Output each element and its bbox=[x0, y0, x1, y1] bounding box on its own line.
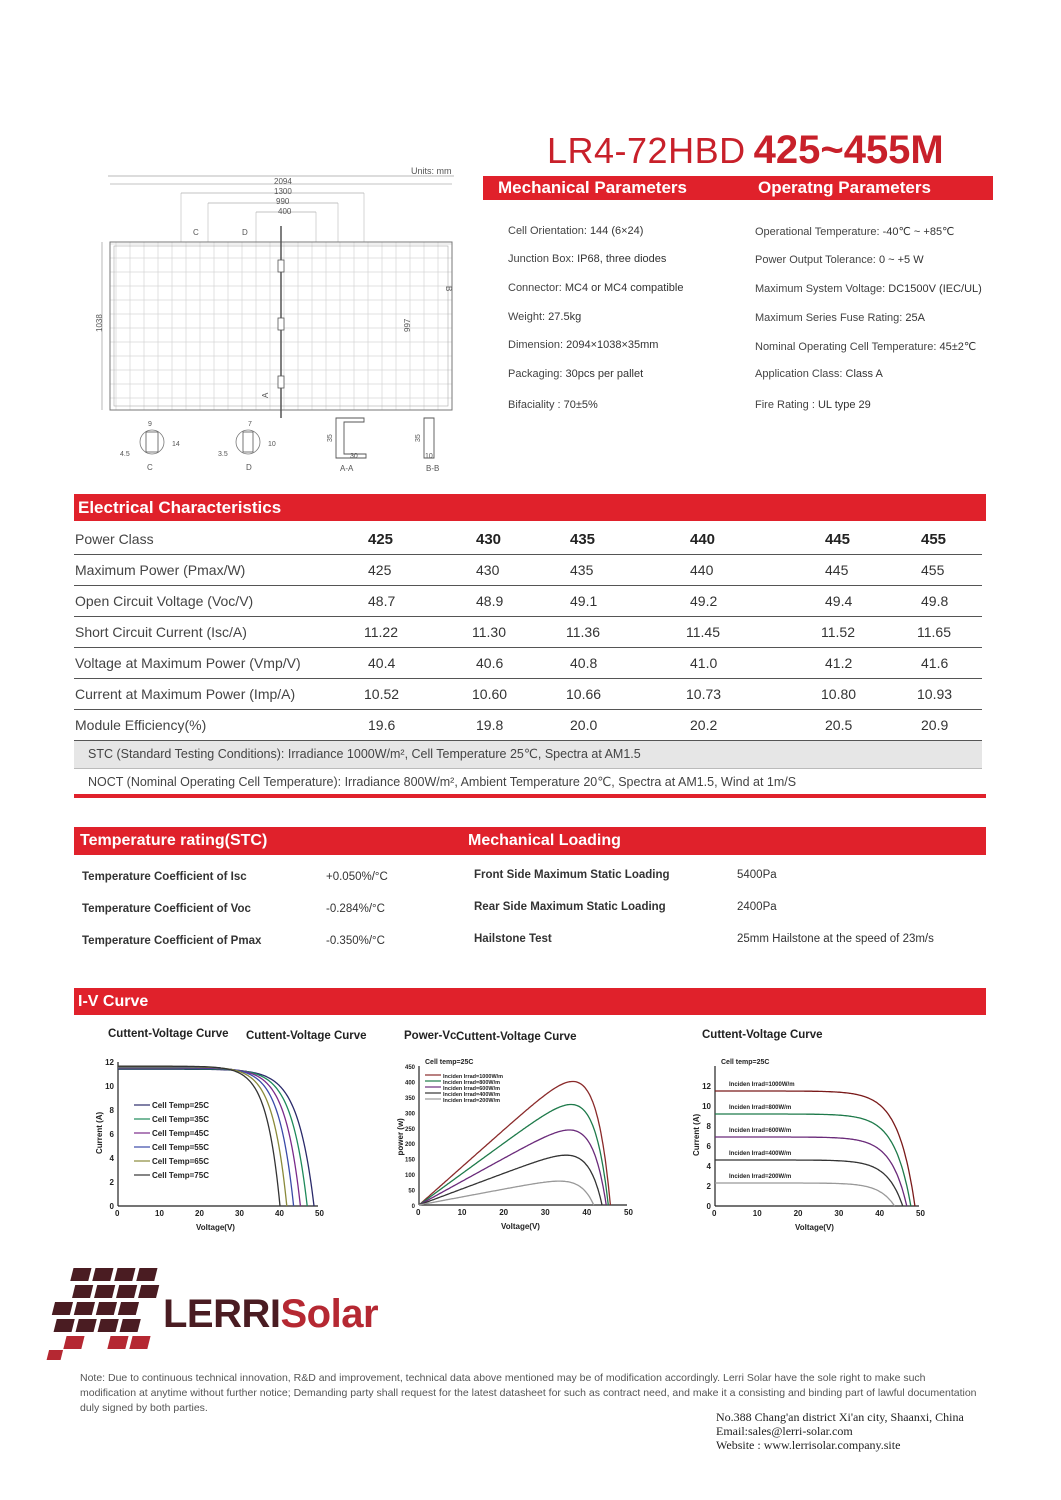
electrical-header-bar bbox=[74, 494, 986, 521]
legend-entry: Inciden Irrad=400W/m bbox=[729, 1151, 792, 1158]
iv-header-bar bbox=[74, 988, 986, 1015]
stc-note: STC (Standard Testing Conditions): Irradiance 1000W/m², Cell Temperature 25℃, Spectra at AM1.5 bbox=[74, 741, 982, 769]
chart-annotation: Cell temp=25C bbox=[425, 1059, 474, 1066]
y-axis-label: power (w) bbox=[396, 1118, 405, 1156]
y-tick-label: 10 bbox=[105, 1082, 114, 1091]
detail-d-height: 10 bbox=[268, 441, 276, 448]
website-link[interactable]: Website : www.lerrisolar.company.site bbox=[716, 1438, 901, 1452]
legend-entry: Inciden Irrad=800W/m bbox=[729, 1105, 792, 1112]
y-tick-label: 400 bbox=[404, 1080, 415, 1087]
lerri-logo-mark bbox=[44, 1266, 162, 1362]
detail-c-label: C bbox=[147, 463, 153, 472]
detail-bb-width: 10 bbox=[425, 453, 433, 460]
noct-note: NOCT (Nominal Operating Cell Temperature): Irradiance 800W/m², Ambient Temperature 20℃, Spectra at AM1.5, Wind at 1m/S bbox=[74, 769, 982, 797]
marker-a: A bbox=[261, 392, 270, 398]
parameters-header-bar bbox=[483, 176, 993, 200]
detail-c-height: 14 bbox=[172, 441, 180, 448]
x-tick-label: 40 bbox=[582, 1208, 592, 1217]
legend-entry: Inciden Irrad=400W/m bbox=[443, 1092, 501, 1098]
table-bottom-rule bbox=[74, 794, 986, 798]
x-axis-label: Voltage(V) bbox=[795, 1223, 834, 1232]
x-tick-label: 10 bbox=[457, 1208, 467, 1217]
y-tick-label: 50 bbox=[408, 1188, 415, 1195]
legend-entry: Cell Temp=25C bbox=[152, 1101, 209, 1110]
oper-item: Power Output Tolerance: 0 ~ +5 W bbox=[755, 254, 924, 266]
legend-entry: Inciden Irrad=1000W/m bbox=[443, 1074, 504, 1080]
temp-loading-header-bar bbox=[74, 827, 986, 855]
table-row: Voltage at Maximum Power (Vmp/V) 40.4 40.6 40.8 41.0 41.2 41.6 bbox=[74, 648, 982, 679]
series-line bbox=[118, 1068, 300, 1206]
detail-aa-label: A-A bbox=[340, 464, 354, 473]
model-name: LR4-72HBD bbox=[547, 130, 746, 171]
x-tick-label: 50 bbox=[315, 1209, 324, 1218]
detail-bb-label: B-B bbox=[426, 464, 440, 473]
chart3-title: Cuttent-Voltage Curve bbox=[702, 1029, 823, 1041]
oper-item: Operational Temperature: -40℃ ~ +85℃ bbox=[755, 226, 955, 238]
detail-bb-height: 35 bbox=[415, 434, 422, 442]
power-range: 425~455M bbox=[753, 128, 944, 172]
x-tick-label: 40 bbox=[875, 1209, 885, 1218]
x-tick-label: 10 bbox=[155, 1209, 164, 1218]
operating-heading: Operatng Parameters bbox=[758, 178, 931, 197]
dim-400: 400 bbox=[278, 207, 292, 216]
mechanical-heading: Mechanical Parameters bbox=[498, 178, 687, 197]
series-line bbox=[118, 1069, 307, 1206]
detail-aa-height: 35 bbox=[327, 434, 334, 442]
chart1-title-b: Cuttent-Voltage Curve bbox=[246, 1030, 367, 1042]
logo-part2: Solar bbox=[280, 1292, 379, 1336]
loading-heading: Mechanical Loading bbox=[468, 832, 621, 849]
lerri-logo-text bbox=[163, 1292, 378, 1337]
y-tick-label: 6 bbox=[109, 1130, 114, 1139]
chart2-title-a: Power-Vc bbox=[404, 1030, 457, 1042]
mech-item: Junction Box: IP68, three diodes bbox=[508, 253, 667, 265]
email: Email:sales@lerri-solar.com bbox=[716, 1424, 853, 1438]
x-tick-label: 0 bbox=[712, 1209, 717, 1218]
y-tick-label: 250 bbox=[404, 1126, 415, 1133]
electrical-heading: Electrical Characteristics bbox=[78, 498, 282, 517]
detail-d-label: D bbox=[246, 463, 252, 472]
legend-entry: Cell Temp=55C bbox=[152, 1143, 209, 1152]
y-tick-label: 0 bbox=[706, 1202, 711, 1211]
x-axis-label: Voltage(V) bbox=[196, 1223, 235, 1232]
chart-annotation: Cell temp=25C bbox=[721, 1059, 770, 1066]
disclaimer-note: Note: Due to continuous technical innovation, R&D and improvement, technical data above mentioned may be of modification accordingly. Lerri Solar have the sole right to make such modification at anytime without further notice; Demanding party shall request for the latest datasheet for such as contract need, and make it a consisting and binding part of lawful documentation duly signed by both parties. bbox=[80, 1372, 977, 1414]
y-tick-label: 200 bbox=[404, 1142, 415, 1149]
dim-1300: 1300 bbox=[274, 187, 292, 196]
detail-d-width: 7 bbox=[248, 421, 252, 428]
y-tick-label: 6 bbox=[706, 1142, 711, 1151]
chart-pv-irradiance bbox=[385, 1052, 640, 1237]
y-tick-label: 300 bbox=[404, 1111, 415, 1118]
y-tick-label: 4 bbox=[109, 1154, 114, 1163]
series-line bbox=[419, 1130, 606, 1205]
table-row: Maximum Power (Pmax/W) 425 430 435 440 445 455 bbox=[74, 555, 982, 586]
module-technical-drawing bbox=[88, 160, 480, 480]
x-tick-label: 20 bbox=[793, 1209, 803, 1218]
chart-iv-temperature bbox=[90, 1050, 340, 1235]
detail-c-width: 9 bbox=[148, 421, 152, 428]
x-tick-label: 50 bbox=[916, 1209, 925, 1218]
legend-entry: Inciden Irrad=600W/m bbox=[729, 1128, 792, 1135]
mech-item: Weight: 27.5kg bbox=[508, 311, 582, 323]
table-row: Module Efficiency(%) 19.6 19.8 20.0 20.2 20.5 20.9 bbox=[74, 710, 982, 741]
y-tick-label: 8 bbox=[109, 1106, 114, 1115]
legend-entry: Cell Temp=35C bbox=[152, 1115, 209, 1124]
logo-part1: LERRI bbox=[163, 1292, 281, 1336]
mech-item: Connector: MC4 or MC4 compatible bbox=[508, 282, 684, 294]
x-tick-label: 30 bbox=[235, 1209, 244, 1218]
marker-d: D bbox=[242, 228, 248, 237]
dim-997: 997 bbox=[403, 318, 412, 332]
legend-entry: Inciden Irrad=1000W/m bbox=[729, 1082, 795, 1089]
table-row: Short Circuit Current (Isc/A) 11.22 11.30 11.36 11.45 11.52 11.65 bbox=[74, 617, 982, 648]
y-tick-label: 12 bbox=[702, 1082, 711, 1091]
oper-item: Maximum Series Fuse Rating: 25A bbox=[755, 312, 925, 324]
y-tick-label: 0 bbox=[411, 1204, 415, 1210]
detail-d-length: 3.5 bbox=[218, 451, 228, 458]
x-axis-label: Voltage(V) bbox=[501, 1222, 540, 1231]
y-tick-label: 8 bbox=[706, 1122, 711, 1131]
legend-entry: Inciden Irrad=800W/m bbox=[443, 1080, 501, 1086]
x-tick-label: 50 bbox=[624, 1208, 633, 1217]
y-tick-label: 2 bbox=[706, 1182, 711, 1191]
dim-1038: 1038 bbox=[95, 314, 104, 332]
legend-entry: Inciden Irrad=600W/m bbox=[443, 1086, 501, 1092]
mech-item: Packaging: 30pcs per pallet bbox=[508, 368, 644, 380]
temperature-heading: Temperature rating(STC) bbox=[80, 832, 268, 849]
table-row: Current at Maximum Power (Imp/A) 10.52 10.60 10.66 10.73 10.80 10.93 bbox=[74, 679, 982, 710]
chart1-title-a: Cuttent-Voltage Curve bbox=[108, 1028, 229, 1040]
contact-block bbox=[716, 1410, 964, 1452]
y-tick-label: 350 bbox=[404, 1095, 415, 1102]
series-line bbox=[715, 1137, 907, 1206]
x-tick-label: 20 bbox=[195, 1209, 204, 1218]
y-tick-label: 2 bbox=[109, 1178, 114, 1187]
legend-entry: Cell Temp=45C bbox=[152, 1129, 209, 1138]
legend-entry: Cell Temp=75C bbox=[152, 1171, 209, 1180]
legend-entry: Inciden Irrad=200W/m bbox=[729, 1174, 792, 1181]
detail-aa-width: 30 bbox=[350, 453, 358, 460]
x-tick-label: 30 bbox=[540, 1208, 550, 1217]
dim-990: 990 bbox=[276, 197, 290, 206]
y-axis-label: Current (A) bbox=[692, 1113, 701, 1156]
units-label: Units: mm bbox=[411, 166, 452, 176]
mech-item: Cell Orientation: 144 (6×24) bbox=[508, 225, 644, 237]
detail-c-length: 4.5 bbox=[120, 451, 130, 458]
oper-item: Maximum System Voltage: DC1500V (IEC/UL) bbox=[755, 283, 982, 295]
x-tick-label: 0 bbox=[416, 1208, 421, 1217]
iv-heading: I-V Curve bbox=[78, 993, 149, 1010]
x-tick-label: 0 bbox=[115, 1209, 120, 1218]
chart-iv-irradiance bbox=[685, 1052, 940, 1237]
series-line bbox=[715, 1183, 895, 1206]
mech-item: Bifaciality : 70±5% bbox=[508, 399, 598, 411]
x-tick-label: 40 bbox=[275, 1209, 284, 1218]
dim-2094: 2094 bbox=[274, 177, 292, 186]
electrical-table bbox=[74, 524, 982, 797]
marker-c: C bbox=[193, 228, 199, 237]
oper-item: Nominal Operating Cell Temperature: 45±2℃ bbox=[755, 341, 977, 353]
oper-item: Application Class: Class A bbox=[755, 368, 883, 380]
address: No.388 Chang'an district Xi'an city, Shaanxi, China bbox=[716, 1410, 964, 1424]
table-row: Open Circuit Voltage (Voc/V) 48.7 48.9 49.1 49.2 49.4 49.8 bbox=[74, 586, 982, 617]
chart2-title-b: Cuttent-Voltage Curve bbox=[456, 1031, 577, 1043]
y-axis-label: Current (A) bbox=[95, 1111, 104, 1154]
y-tick-label: 100 bbox=[404, 1173, 415, 1180]
oper-item: Fire Rating : UL type 29 bbox=[755, 399, 871, 411]
y-tick-label: 450 bbox=[404, 1065, 415, 1071]
y-tick-label: 12 bbox=[105, 1058, 114, 1067]
legend-entry: Cell Temp=65C bbox=[152, 1157, 209, 1166]
table-row: Power Class 425 430 435 440 445 455 bbox=[74, 524, 982, 555]
x-tick-label: 30 bbox=[834, 1209, 844, 1218]
y-tick-label: 10 bbox=[702, 1102, 711, 1111]
series-line bbox=[419, 1181, 594, 1205]
legend-entry: Inciden Irrad=200W/m bbox=[443, 1098, 501, 1104]
y-tick-label: 0 bbox=[109, 1202, 114, 1211]
mech-item: Dimension: 2094×1038×35mm bbox=[508, 339, 659, 351]
y-tick-label: 150 bbox=[404, 1157, 415, 1164]
x-tick-label: 20 bbox=[499, 1208, 509, 1217]
y-tick-label: 4 bbox=[706, 1162, 711, 1171]
product-title bbox=[547, 128, 944, 173]
x-tick-label: 10 bbox=[752, 1209, 762, 1218]
marker-b: B bbox=[444, 286, 453, 292]
